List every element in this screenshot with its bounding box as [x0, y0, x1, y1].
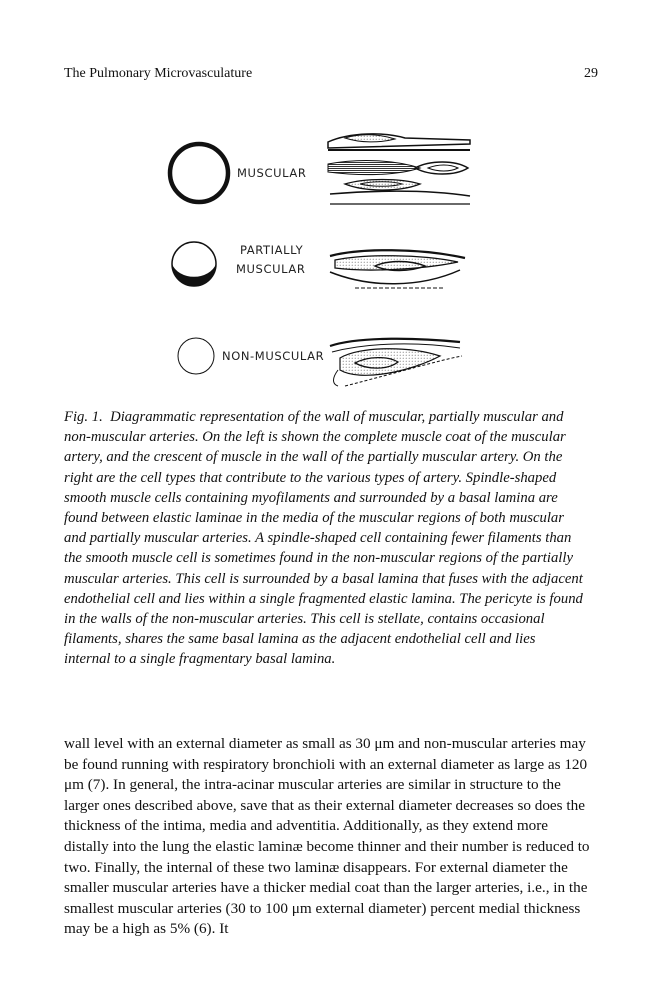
label-muscular-2: MUSCULAR [236, 262, 306, 276]
non-muscular-cell-layers [330, 339, 462, 386]
running-header [64, 66, 598, 82]
running-title: The Pulmonary Microvasculature [64, 66, 253, 81]
caption-text: Diagrammatic representation of the wall of muscular, partially muscular and non-muscular arteries. On the left is shown the complete muscle coat of the muscular artery, and the crescent of muscle in the wall of the partially muscular artery. On the right are the cell types that contribute to the various types of artery. Spindle-shaped smooth muscle cells containing myofilaments and surrounded by a basal lamina are found between elastic laminae in the media of the muscular regions of both muscular and partially muscular arteries. A spindle-shaped cell containing fewer filaments than the smooth muscle cell is sometimes found in the non-muscular regions of the partially muscular arteries. This cell is surrounded by a basal lamina that fuses with the adjacent endothelial cell and lies within a single fragmented elastic lamina. The pericyte is found in the walls of the non-muscular arteries. This cell is stellate, contains occasional filaments, shares the same basal lamina as the adjacent endothelial cell and lies internal to a single fragmentary basal lamina. [64, 409, 583, 668]
non-muscular-artery-row [178, 338, 462, 386]
figure-caption [64, 407, 584, 670]
label-non-muscular: NON-MUSCULAR [222, 349, 325, 363]
muscular-artery-cross-section [170, 144, 228, 202]
figure-1-diagram [0, 120, 666, 390]
muscle-crescent [172, 264, 216, 286]
page-number: 29 [584, 66, 598, 81]
non-muscular-artery-cross-section [178, 338, 214, 374]
partially-muscular-artery-row [172, 242, 465, 288]
body-paragraph: wall level with an external diameter as small as 30 μm and non-muscular arteries may be found running with respiratory bronchioli with an external diameter as large as 120 μm (7). In general, the intra-acinar muscular arteries are similar in structure to the larger ones described above, save that as their external diameter decreases so does the thickness of the intima, media and adventitia. Additionally, as they extend more distally into the lung the elastic laminæ become thinner and their number is reduced to two. Finally, the internal of these two laminæ disappears. For external diameter the smaller muscular arteries have a thicker medial coat than the larger arteries, i.e., in the smallest muscular arteries (30 to 100 μm external diameter) percent medial thickness may be a high as 5% (6). It [64, 735, 590, 938]
figure-number: Fig. 1. [64, 409, 103, 425]
partially-muscular-cell-layers [330, 250, 465, 288]
label-muscular: MUSCULAR [237, 166, 307, 180]
muscular-artery-row [170, 134, 470, 204]
label-partially: PARTIALLY [240, 243, 304, 257]
muscular-cell-layers [328, 134, 470, 204]
